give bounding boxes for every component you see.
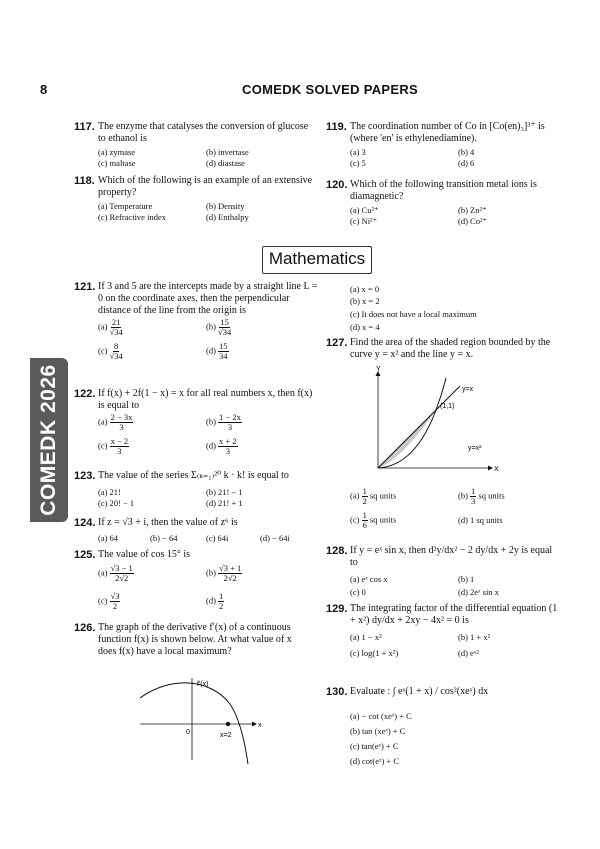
x-axis-label: x — [258, 722, 262, 729]
sidebar-tab — [30, 358, 68, 522]
option-d[interactable]: (d) 6 — [458, 158, 475, 168]
option-d-denominator: 2 — [219, 601, 224, 611]
question-126 — [74, 622, 298, 658]
question-129 — [326, 603, 560, 659]
option-c-numerator: x − 2 — [110, 436, 129, 446]
section-title: Mathematics — [268, 249, 366, 268]
option-c-numerator: 8 — [114, 341, 119, 351]
option-c-numerator: √3 — [110, 591, 120, 601]
option-a-denominator: 2√2 — [115, 573, 129, 583]
option-b[interactable]: (b) Zn²⁺ — [458, 205, 487, 215]
option-d-numerator: x + 2 — [219, 436, 237, 446]
option-c-denominator: 6 — [362, 520, 367, 530]
option-c-unit: sq units — [369, 514, 397, 525]
derivative-graph — [130, 676, 270, 766]
question-text: Which of the following transition metal ions is diamagnetic? — [350, 179, 537, 202]
option-c[interactable]: (c) 64i — [206, 533, 229, 543]
question-127-options: (a) $\frac{1}{2}$ sq units (b) $\frac{1}{3}$ sq units (c) $\frac{1}{6}$ sq units (d) 1 sq units — [350, 486, 505, 530]
option-c-denominator: √34 — [109, 351, 123, 361]
area-graph — [360, 366, 510, 478]
option-a[interactable]: (a) x = 0 — [350, 284, 380, 294]
option-d[interactable]: (d) Enthalpy — [206, 212, 249, 222]
option-d[interactable]: (d) 21! + 1 — [206, 498, 243, 508]
y-axis-label: f′(x) — [197, 681, 209, 688]
question-number: 119. — [326, 121, 347, 133]
option-b-denominator: √34 — [218, 327, 232, 337]
option-b-denominator: 2√2 — [223, 573, 237, 583]
option-c[interactable]: (c) 0 — [350, 587, 366, 597]
option-d[interactable]: (d) diastase — [206, 158, 245, 168]
option-d[interactable]: (d) 2eˣ sin x — [458, 587, 499, 597]
option-a-denominator: √34 — [109, 327, 123, 337]
parabola-curve — [378, 378, 446, 468]
question-text: Evaluate : ∫ eˣ(1 + x) / cos²(xeˣ) dx — [350, 686, 489, 697]
option-c[interactable]: (c) 5 — [350, 158, 366, 168]
option-c[interactable]: (c) Refractive index — [98, 212, 166, 222]
question-text: The coordination number of Co in [Co(en)₃]³⁺ is (where 'en' is ethylenediamine). — [350, 121, 545, 144]
option-a-unit: sq units — [369, 490, 397, 501]
question-text: If y = eˣ sin x, then d²y/dx² − 2 dy/dx + 2y is equal to — [350, 545, 553, 568]
option-b[interactable]: (b) tan (xeˣ) + C — [350, 726, 406, 736]
question-126-options — [350, 284, 570, 334]
option-d[interactable]: (d) x = 4 — [350, 322, 380, 332]
question-number: 130. — [326, 686, 348, 698]
x-axis-label: X — [494, 466, 499, 473]
option-b-denominator: 3 — [471, 496, 476, 506]
option-a-denominator: 3 — [119, 422, 124, 432]
question-119 — [326, 121, 560, 170]
question-130 — [326, 686, 560, 770]
question-text: The graph of the derivative f′(x) of a continuous function f(x) is shown below. At what value of x does f(x) have a local maximum? — [98, 622, 292, 657]
question-128 — [326, 545, 560, 597]
option-b-unit: sq units — [478, 490, 505, 501]
question-number: 126. — [74, 622, 96, 634]
option-a-numerator: √3 − 1 — [110, 563, 133, 573]
question-number: 117. — [74, 121, 95, 133]
question-118 — [74, 175, 318, 224]
option-a[interactable]: (a) 1 − x² — [350, 632, 382, 642]
option-d-denominator: 34 — [219, 351, 228, 361]
question-125: 125. The value of cos 15° is (a) $\frac{√3 - 1}{2√2}$ (b) $\frac{√3 + 1}{2√2}$ (c) $\frac{√3}{2}$ (d) $\frac{1}{2}$ — [98, 549, 318, 618]
option-d[interactable]: (d) cot(eˣ) + C — [350, 756, 400, 766]
option-d[interactable]: (d) Co²⁺ — [458, 216, 487, 226]
origin-label: 0 — [186, 729, 190, 736]
line-y-equals-x — [378, 386, 460, 468]
option-a[interactable]: (a) Temperature — [98, 201, 153, 211]
question-121: 121. If 3 and 5 are the intercepts made by a straight line L = 0 on the coordinate axes, then the perpendicular distance of the line from the origin is (a) $\frac{21}{√34}$ (b) $\frac{15}{√34}$ (c) $\frac{8}{√34}$ (d) $\frac{15}{34}$ — [74, 281, 318, 361]
option-a-numerator: 2 − 3x — [110, 412, 133, 422]
option-d-denominator: 3 — [225, 446, 230, 456]
option-b[interactable]: (b) − 64 — [150, 533, 178, 543]
question-text: If 3 and 5 are the intercepts made by a straight line L = 0 on the coordinate axes, then the perpendicular distance of the line from the origin is — [98, 281, 318, 316]
question-text: Find the area of the shaded region bounded by the curve y = x² and the line y = x. — [350, 337, 551, 360]
option-b[interactable]: (b) Density — [206, 201, 245, 211]
option-c[interactable]: (c) 20! − 1 — [98, 498, 135, 508]
option-a[interactable]: (a) zymase — [98, 147, 136, 157]
question-number: 121. — [74, 281, 96, 293]
question-text: Which of the following is an example of an extensive property? — [98, 175, 313, 198]
question-text: The value of the series Σ₍ₖ₌₁₎²⁰ k · k! is equal to — [98, 470, 289, 481]
question-number: 124. — [74, 517, 96, 529]
question-number: 123. — [74, 470, 96, 482]
question-text: The integrating factor of the differential equation (1 + x²) dy/dx + 2xy − 4x² = 0 is — [350, 603, 558, 626]
option-c[interactable]: (c) tan(eˣ) + C — [350, 741, 399, 751]
option-b-numerator: 1 − 2x — [219, 412, 241, 422]
question-117 — [74, 121, 318, 170]
option-c[interactable]: (c) It does not have a local maximum — [350, 309, 477, 319]
question-text: If z = √3 + i, then the value of z⁶ is — [98, 517, 238, 528]
option-b-numerator: 1 — [471, 486, 476, 496]
option-b[interactable]: (b) 1 — [458, 574, 475, 584]
option-d[interactable]: (d) 1 sq units — [458, 515, 503, 525]
option-a[interactable]: (a) eˣ cos x — [350, 574, 388, 584]
question-text: If f(x) + 2f(1 − x) = x for all real numbers x, then f(x) is equal to — [98, 388, 313, 411]
option-b[interactable]: (b) 1 + x² — [458, 632, 491, 642]
question-122: 122. If f(x) + 2f(1 − x) = x for all real numbers x, then f(x) is equal to (a) $\frac{2 - 3x}{3}$ (b) $\frac{1 - 2x}{3}$ (c) $\frac{x - 2}{3}$ (d) $\frac{x + 2}{3}$ — [98, 388, 318, 461]
question-127 — [326, 337, 560, 361]
question-120 — [326, 179, 560, 228]
option-a-denominator: 2 — [362, 496, 367, 506]
question-number: 129. — [326, 603, 348, 615]
option-d[interactable]: (d) − 64i — [260, 533, 290, 543]
x-axis-arrow-icon — [488, 466, 493, 471]
x-axis-arrow-icon — [252, 722, 257, 727]
option-b[interactable]: (b) 21! − 1 — [206, 487, 243, 497]
option-d-numerator: 15 — [219, 341, 228, 351]
line-label: y=x — [462, 386, 474, 393]
option-a[interactable]: (a) 64 — [98, 533, 119, 543]
y-axis-label: Y — [376, 366, 381, 373]
option-a[interactable]: (a) 21! — [98, 487, 121, 497]
option-c[interactable]: (c) Ni²⁺ — [350, 216, 378, 226]
option-b-denominator: 3 — [227, 422, 233, 432]
option-b-numerator: √3 + 1 — [219, 563, 242, 573]
derivative-curve — [140, 683, 248, 764]
option-d-numerator: 1 — [219, 591, 224, 601]
question-number: 118. — [74, 175, 95, 187]
option-c[interactable]: (c) maltase — [98, 158, 136, 168]
section-heading — [262, 246, 372, 274]
option-a[interactable]: (a) 3 — [350, 147, 366, 157]
sidebar-label: COMEDK 2026 — [37, 364, 60, 516]
question-number: 120. — [326, 179, 348, 191]
option-d[interactable]: (d) eˣ² — [458, 648, 479, 658]
question-123 — [74, 470, 318, 510]
question-number: 122. — [74, 388, 96, 400]
option-a[interactable]: (a) − cot (xeˣ) + C — [350, 711, 412, 721]
option-a-numerator: 1 — [362, 486, 367, 496]
curve-label: y=x² — [468, 445, 482, 452]
point-label: x=2 — [220, 732, 232, 739]
question-number: 128. — [326, 545, 348, 557]
option-c-numerator: 1 — [362, 510, 367, 520]
intersection-label: (1,1) — [440, 403, 455, 410]
option-c-denominator: 3 — [117, 446, 122, 456]
option-a[interactable]: (a) Cu²⁺ — [350, 205, 379, 215]
option-a-numerator: 21 — [111, 317, 121, 327]
question-text: The value of cos 15° is — [98, 549, 191, 560]
root-point — [226, 722, 230, 726]
option-b-numerator: 15 — [220, 317, 229, 327]
option-b[interactable]: (b) x = 2 — [350, 296, 380, 306]
option-c-denominator: 2 — [112, 601, 118, 611]
option-c[interactable]: (c) log(1 + x²) — [350, 648, 399, 658]
page-number: 8 — [40, 82, 48, 97]
page-header-title: COMEDK SOLVED PAPERS — [242, 82, 418, 97]
question-number: 127. — [326, 337, 348, 349]
option-b[interactable]: (b) 4 — [458, 147, 475, 157]
option-b[interactable]: (b) invertase — [206, 147, 249, 157]
question-text: The enzyme that catalyses the conversion of glucose to ethanol is — [98, 121, 309, 144]
question-124 — [74, 517, 318, 544]
question-number: 125. — [74, 549, 96, 561]
